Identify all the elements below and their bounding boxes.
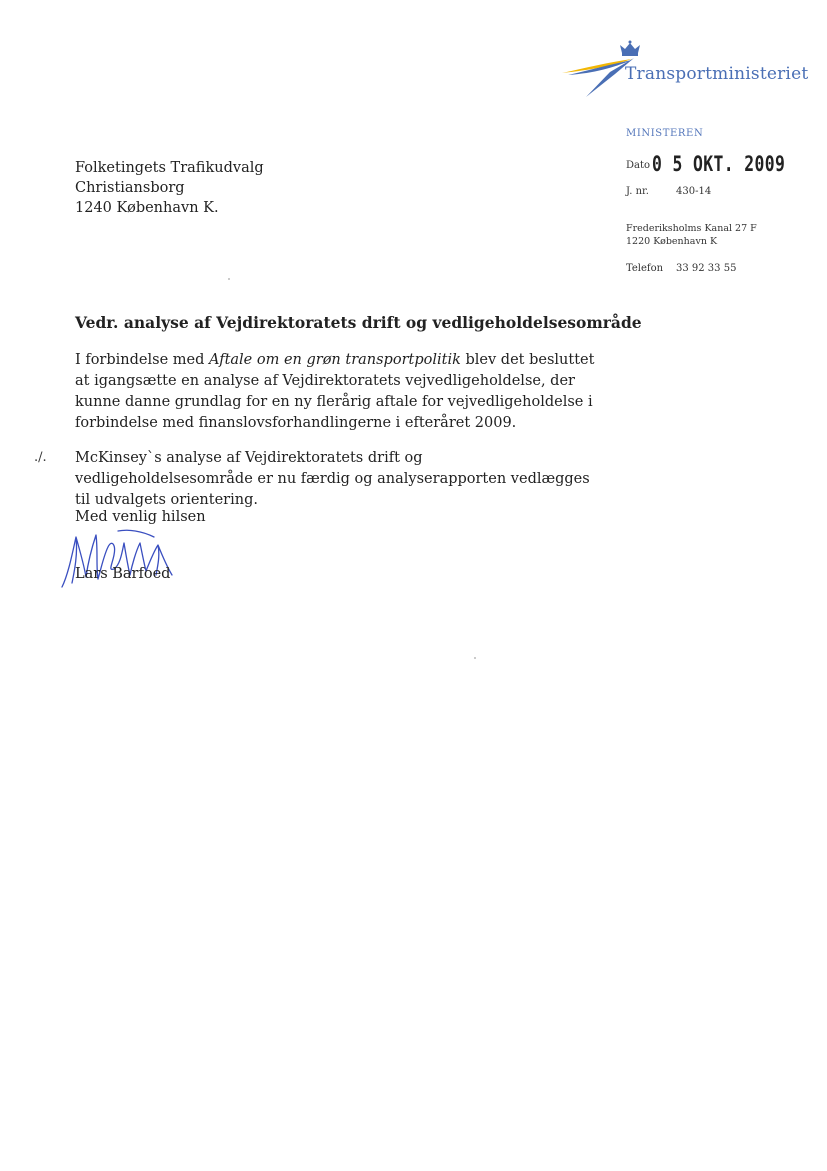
phone-number: 33 92 33 55 bbox=[676, 263, 737, 274]
crown-icon bbox=[620, 41, 640, 57]
address-city: 1220 København K bbox=[626, 236, 718, 247]
ministry-name: Transportministeriet bbox=[625, 64, 809, 84]
date-label: Dato bbox=[626, 160, 651, 171]
phone-label: Telefon bbox=[626, 263, 664, 274]
scan-speck bbox=[474, 657, 476, 659]
agreement-title: Aftale om en grøn transportpolitik bbox=[208, 352, 461, 368]
p1-text-start: I forbindelse med bbox=[75, 352, 209, 368]
subject-heading: Vedr. analyse af Vejdirektoratets drift og vedligeholdelsesområde bbox=[75, 313, 642, 332]
p1-text-end: blev det besluttet at igangsætte en analyse af Vejdirektoratets vejvedligeholdelse, der kunne danne grundlag for en ny flerårig aftale for vejvedligeholdelse i forbindelse med finanslovsforhandlingerne i efteråret 2009. bbox=[75, 352, 595, 431]
body-paragraph-2 bbox=[75, 448, 595, 511]
address-street: Frederiksholms Kanal 27 F bbox=[626, 223, 757, 234]
date-stamp: 0 5 OKT. 2009 bbox=[652, 152, 786, 176]
signer-name: Lars Barfoed bbox=[75, 566, 171, 582]
journal-label: J. nr. bbox=[626, 186, 649, 197]
recipient-building: Christiansborg bbox=[75, 180, 185, 196]
body-paragraph-1 bbox=[75, 350, 595, 434]
p2-text: McKinsey`s analyse af Vejdirektoratets drift og vedligeholdelsesområde er nu færdig og analyserapporten vedlægges til udvalgets orientering. bbox=[75, 450, 590, 508]
closing-phrase: Med venlig hilsen bbox=[75, 509, 206, 525]
journal-number: 430-14 bbox=[676, 186, 712, 197]
enclosure-mark: ./. bbox=[34, 450, 47, 465]
recipient-city: 1240 København K. bbox=[75, 200, 219, 216]
scan-speck bbox=[228, 278, 230, 280]
recipient-name: Folketingets Trafikudvalg bbox=[75, 160, 264, 176]
office-title: MINISTEREN bbox=[626, 128, 704, 139]
